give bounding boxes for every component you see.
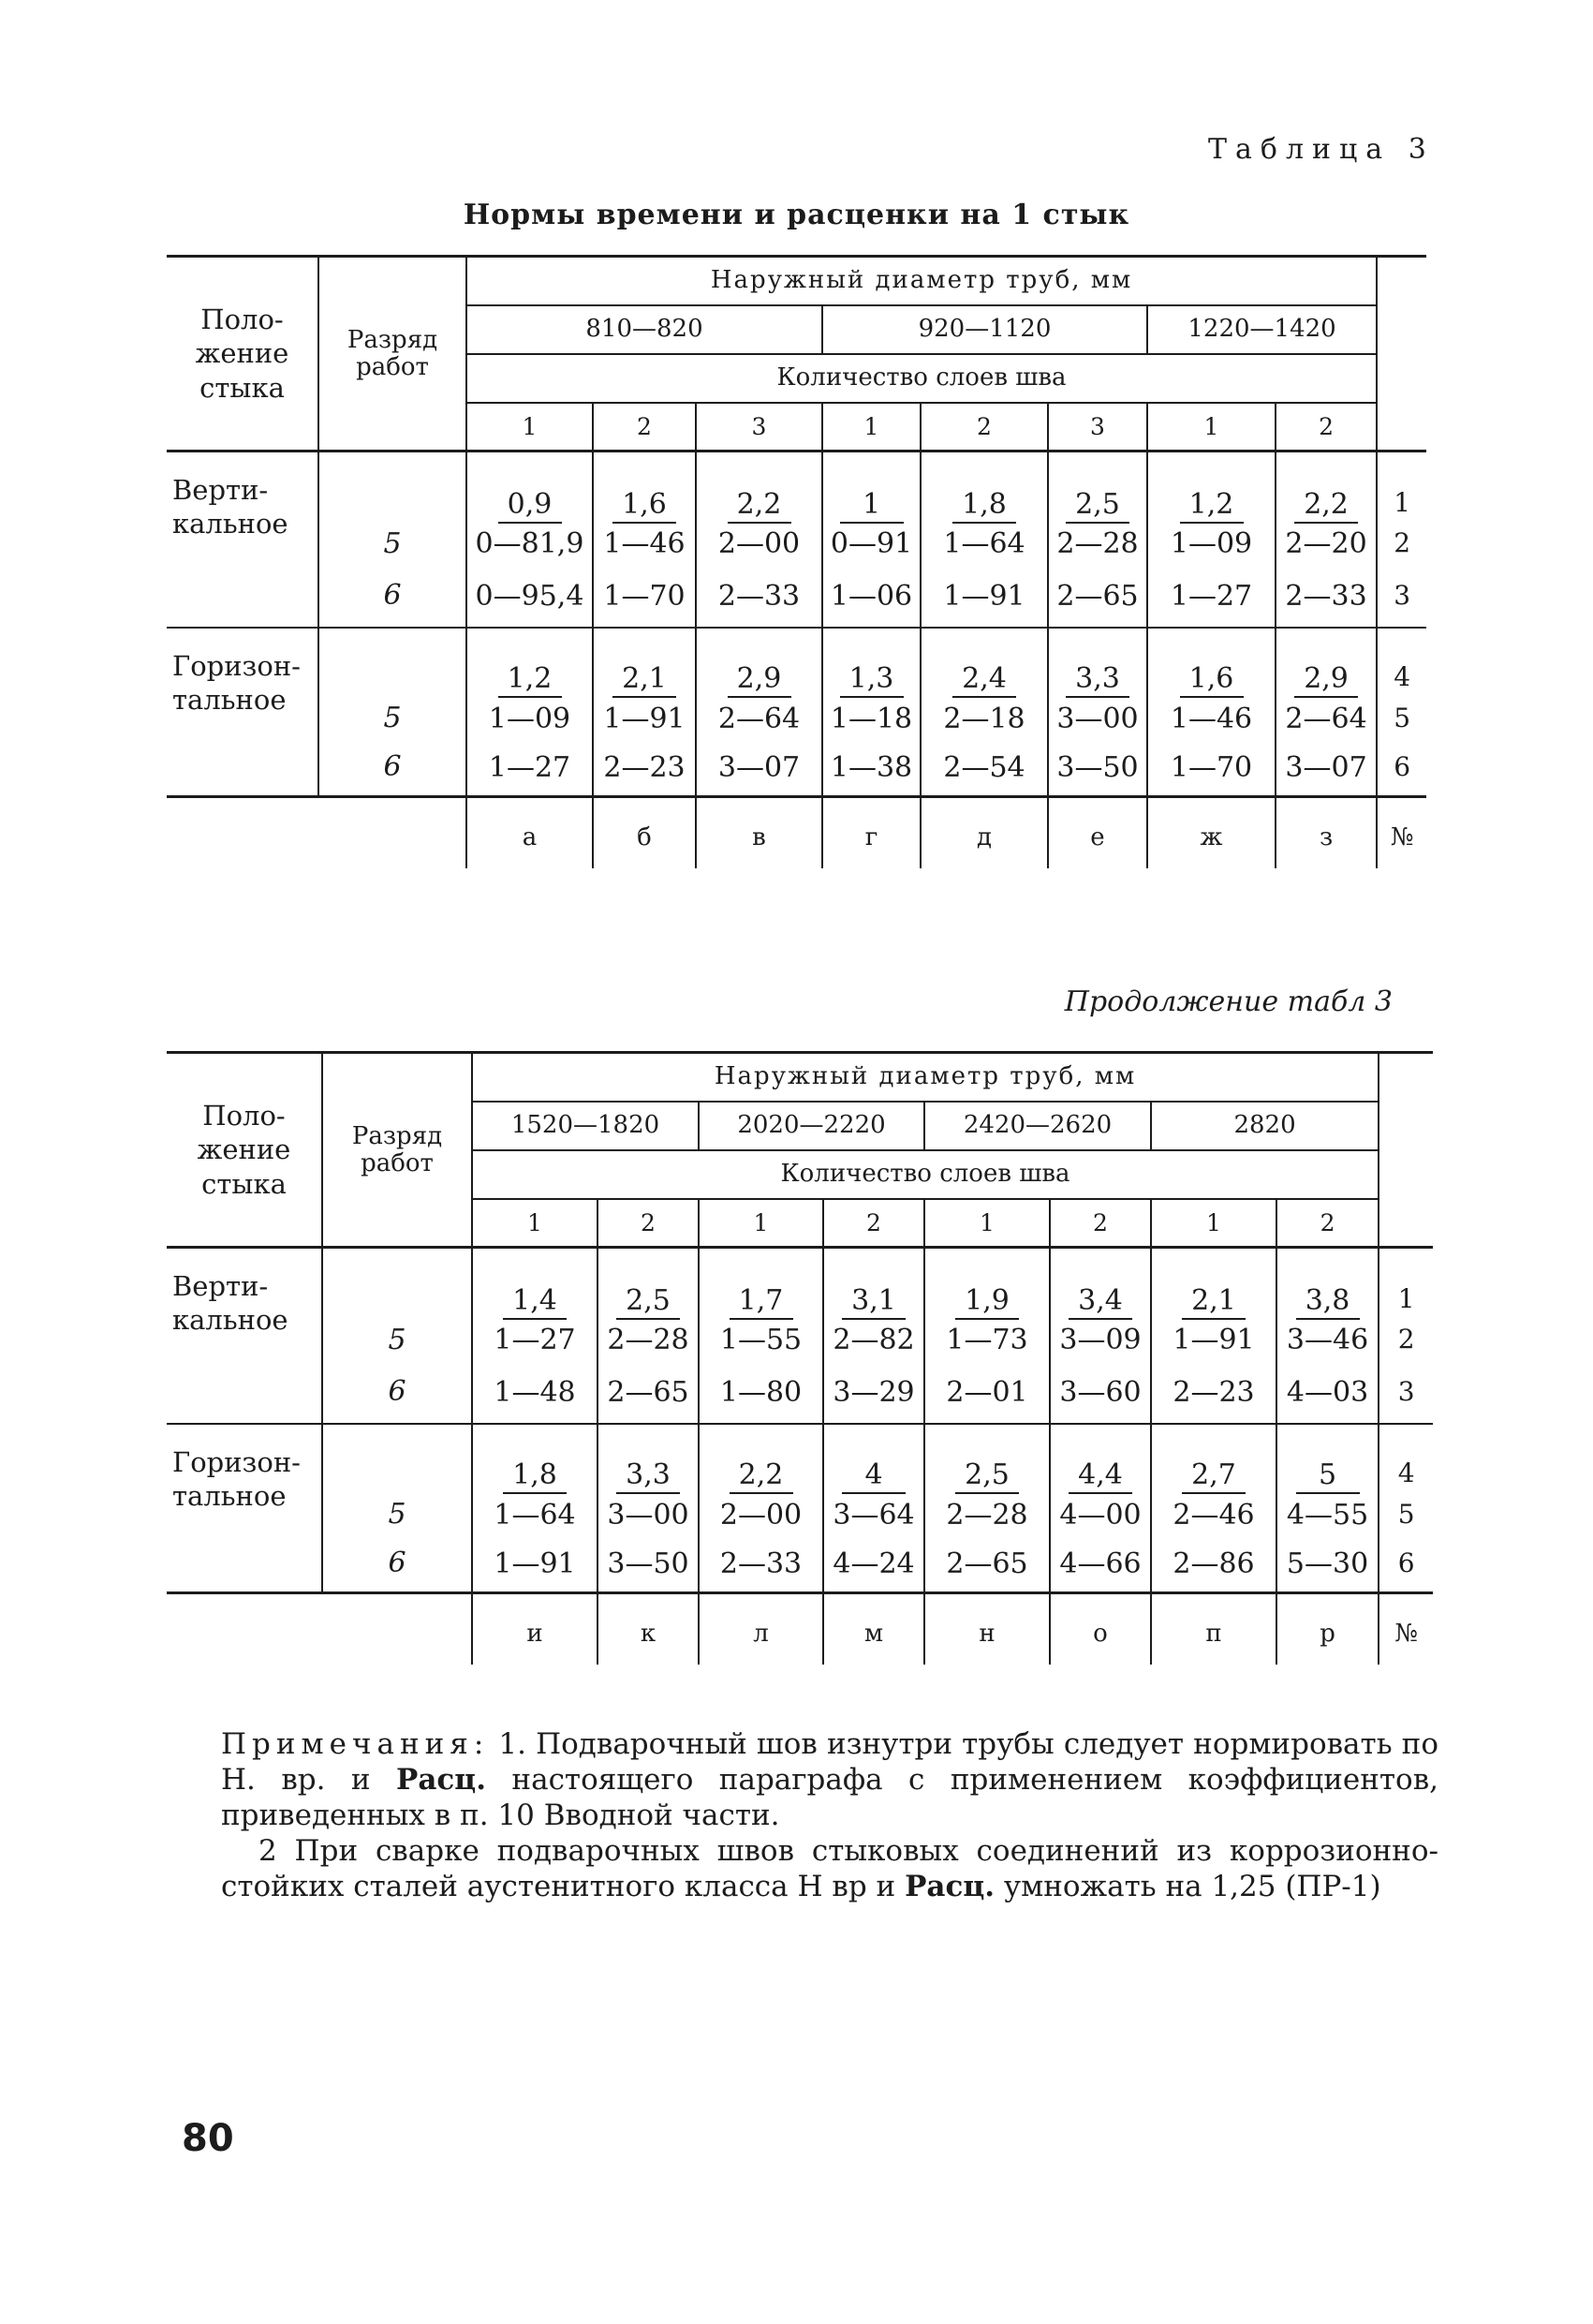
rate-cell: 4—00 [1050, 1494, 1151, 1536]
rate-cell: 1—70 [593, 565, 696, 628]
rate-cell: 2—64 [696, 698, 822, 740]
layer-col-header: 1 [699, 1199, 823, 1248]
time-norm-cell: 1,8 [921, 451, 1048, 524]
range-header: 2020—2220 [699, 1102, 924, 1150]
empty-cell [167, 797, 318, 868]
rate-cell: 1—46 [593, 524, 696, 566]
time-norm-cell: 1,6 [1147, 628, 1276, 698]
rate-cell: 3—07 [696, 740, 822, 797]
rate-cell: 1—91 [593, 698, 696, 740]
layer-col-header: 2 [1276, 403, 1377, 451]
rate-cell: 2—23 [593, 740, 696, 797]
column-letter: д [921, 797, 1048, 868]
position-horizontal: Горизон- тальное [167, 1424, 322, 1593]
rate-cell: 3—07 [1276, 740, 1377, 797]
time-norm-cell: 1,3 [822, 628, 921, 698]
layer-col-header: 2 [597, 1199, 699, 1248]
position-vertical: Верти- кальное [172, 474, 288, 540]
row-number: 2 [1379, 1320, 1433, 1362]
layer-col-header: 2 [823, 1199, 924, 1248]
rate-cell: 3—00 [597, 1494, 699, 1536]
grade-header: Разряд работ [318, 257, 466, 451]
note-1: Примечания: 1. Подварочный шов изнутри трубы следует нормировать по Н. вр. и Расц. настоящего параграфа с применением коэффициентов, приведенных в п. 10 Вводной части. [221, 1727, 1438, 1832]
note-2: 2 При сварке подварочных швов стыковых соединений из коррозионно-стойких сталей аустенитного класса Н вр и Расц. умножать на 1,25 (ПР-1) [221, 1834, 1438, 1903]
time-norm-cell: 4,4 [1050, 1424, 1151, 1494]
rate-cell: 2—86 [1151, 1536, 1276, 1593]
time-norm-cell: 3,1 [823, 1248, 924, 1320]
time-norm-cell: 1,2 [1147, 451, 1276, 524]
layer-col-header: 1 [466, 403, 593, 451]
rate-cell: 2—64 [1276, 698, 1377, 740]
time-norm-cell: 3,8 [1276, 1248, 1379, 1320]
diameter-header: Наружный диаметр труб, мм [466, 257, 1377, 305]
range-header: 1220—1420 [1147, 305, 1377, 354]
time-norm-cell: 2,5 [1048, 451, 1147, 524]
row-no-label: № [1377, 797, 1426, 868]
layer-col-header: 3 [1048, 403, 1147, 451]
column-letter: и [472, 1593, 597, 1665]
rate-cell: 3—50 [1048, 740, 1147, 797]
time-norm-cell: 3,4 [1050, 1248, 1151, 1320]
norms-table-2 [167, 1051, 1433, 1665]
time-norm-cell: 2,2 [1276, 451, 1377, 524]
table-label: Таблица 3 [1208, 133, 1435, 166]
empty-cell [322, 1593, 472, 1665]
rate-cell: 1—48 [472, 1361, 597, 1424]
layer-col-header: 1 [924, 1199, 1050, 1248]
range-header: 810—820 [466, 305, 822, 354]
layers-header: Количество слоев шва [472, 1150, 1379, 1199]
rate-cell: 2—65 [597, 1361, 699, 1424]
corner-cell [1379, 1053, 1433, 1248]
layer-col-header: 2 [1050, 1199, 1151, 1248]
layer-col-header: 1 [1151, 1199, 1276, 1248]
row-number: 5 [1379, 1494, 1433, 1536]
grade-cell: 5 6 [322, 1248, 472, 1425]
rate-cell: 1—64 [472, 1494, 597, 1536]
rate-cell: 1—73 [924, 1320, 1050, 1362]
rate-cell: 2—20 [1276, 524, 1377, 566]
column-letter: е [1048, 797, 1147, 868]
rate-cell: 4—03 [1276, 1361, 1379, 1424]
time-norm-cell: 2,5 [597, 1248, 699, 1320]
empty-cell [318, 797, 466, 868]
time-norm-cell: 0,9 [466, 451, 593, 524]
range-header: 2820 [1151, 1102, 1379, 1150]
layer-col-header: 3 [696, 403, 822, 451]
rate-cell: 1—09 [1147, 524, 1276, 566]
range-header: 2420—2620 [924, 1102, 1151, 1150]
time-norm-cell: 4 [823, 1424, 924, 1494]
row-no-label: № [1379, 1593, 1433, 1665]
rate-cell: 4—24 [823, 1536, 924, 1593]
time-norm-cell: 2,1 [1151, 1248, 1276, 1320]
rate-cell: 3—00 [1048, 698, 1147, 740]
rate-cell: 0—95,4 [466, 565, 593, 628]
grade-header: Разряд работ [322, 1053, 472, 1248]
rate-cell: 1—46 [1147, 698, 1276, 740]
rate-cell: 2—54 [921, 740, 1048, 797]
column-letter: в [696, 797, 822, 868]
rate-cell: 1—09 [466, 698, 593, 740]
continuation-label: Продолжение табл 3 [1064, 985, 1393, 1018]
rate-cell: 2—82 [823, 1320, 924, 1362]
layer-col-header: 1 [822, 403, 921, 451]
layer-col-header: 2 [921, 403, 1048, 451]
rate-cell: 2—33 [699, 1536, 823, 1593]
range-header: 920—1120 [822, 305, 1147, 354]
row-number: 6 [1377, 740, 1426, 797]
rate-cell: 1—64 [921, 524, 1048, 566]
row-number: 4 [1379, 1424, 1433, 1494]
table-title: Нормы времени и расценки на 1 стык [463, 199, 1130, 231]
column-letter: р [1276, 1593, 1379, 1665]
row-number: 1 [1377, 451, 1426, 524]
row-number: 2 [1377, 524, 1426, 566]
time-norm-cell: 1,4 [472, 1248, 597, 1320]
time-norm-cell: 2,5 [924, 1424, 1050, 1494]
column-letter: о [1050, 1593, 1151, 1665]
column-letter: м [823, 1593, 924, 1665]
position-horizontal: Горизон- тальное [167, 628, 318, 797]
layer-col-header: 1 [1147, 403, 1276, 451]
time-norm-cell: 2,9 [1276, 628, 1377, 698]
rate-cell: 5—30 [1276, 1536, 1379, 1593]
rate-cell: 1—91 [472, 1536, 597, 1593]
row-number: 1 [1379, 1248, 1433, 1320]
rate-cell: 2—65 [1048, 565, 1147, 628]
column-letter: л [699, 1593, 823, 1665]
time-norm-cell: 5 [1276, 1424, 1379, 1494]
rate-cell: 1—27 [472, 1320, 597, 1362]
rate-cell: 2—33 [1276, 565, 1377, 628]
time-norm-cell: 3,3 [1048, 628, 1147, 698]
row-number: 4 [1377, 628, 1426, 698]
column-letter: г [822, 797, 921, 868]
row-number: 3 [1379, 1361, 1433, 1424]
row-number: 3 [1377, 565, 1426, 628]
rate-cell: 2—18 [921, 698, 1048, 740]
position-header: Поло- жение стыка [167, 257, 318, 451]
rate-cell: 1—18 [822, 698, 921, 740]
position-header: Поло- жение стыка [167, 1053, 322, 1248]
rate-cell: 1—70 [1147, 740, 1276, 797]
rate-cell: 2—65 [924, 1536, 1050, 1593]
time-norm-cell: 1,8 [472, 1424, 597, 1494]
rate-cell: 3—60 [1050, 1361, 1151, 1424]
time-norm-cell: 2,1 [593, 628, 696, 698]
rate-cell: 1—27 [466, 740, 593, 797]
row-number: 6 [1379, 1536, 1433, 1593]
time-norm-cell: 1 [822, 451, 921, 524]
layers-header: Количество слоев шва [466, 354, 1377, 403]
rate-cell: 1—80 [699, 1361, 823, 1424]
rate-cell: 2—33 [696, 565, 822, 628]
page-number: 80 [182, 2117, 234, 2160]
rate-cell: 3—64 [823, 1494, 924, 1536]
time-norm-cell: 2,7 [1151, 1424, 1276, 1494]
rate-cell: 1—38 [822, 740, 921, 797]
time-norm-cell: 2,2 [699, 1424, 823, 1494]
notes-title: Примечания: [221, 1727, 490, 1761]
column-letter: к [597, 1593, 699, 1665]
rate-cell: 2—28 [597, 1320, 699, 1362]
rate-cell: 3—50 [597, 1536, 699, 1593]
row-number: 5 [1377, 698, 1426, 740]
norms-table-1 [167, 255, 1426, 868]
range-header: 1520—1820 [472, 1102, 699, 1150]
rate-cell: 1—55 [699, 1320, 823, 1362]
column-letter: б [593, 797, 696, 868]
rate-cell: 2—00 [696, 524, 822, 566]
notes-block [221, 1726, 1438, 1904]
time-norm-cell: 2,2 [696, 451, 822, 524]
rate-cell: 0—81,9 [466, 524, 593, 566]
rate-cell: 3—46 [1276, 1320, 1379, 1362]
column-letter: з [1276, 797, 1377, 868]
rate-cell: 4—66 [1050, 1536, 1151, 1593]
rate-cell: 2—00 [699, 1494, 823, 1536]
layer-col-header: 1 [472, 1199, 597, 1248]
rate-cell: 1—91 [1151, 1320, 1276, 1362]
grade-cell: 5 6 [318, 628, 466, 797]
rate-cell: 1—27 [1147, 565, 1276, 628]
grade-cell: 5 6 [318, 451, 466, 629]
time-norm-cell: 1,6 [593, 451, 696, 524]
rate-cell: 2—01 [924, 1361, 1050, 1424]
time-norm-cell: 1,9 [924, 1248, 1050, 1320]
time-norm-cell: 1,7 [699, 1248, 823, 1320]
rate-cell: 3—09 [1050, 1320, 1151, 1362]
time-norm-cell: 1,2 [466, 628, 593, 698]
rate-cell: 4—55 [1276, 1494, 1379, 1536]
rate-cell: 2—28 [1048, 524, 1147, 566]
time-norm-cell: 2,4 [921, 628, 1048, 698]
rate-cell: 1—06 [822, 565, 921, 628]
rate-cell: 0—91 [822, 524, 921, 566]
rate-cell: 2—46 [1151, 1494, 1276, 1536]
corner-cell [1377, 257, 1426, 451]
time-norm-cell: 3,3 [597, 1424, 699, 1494]
position-vertical: Верти- кальное [172, 1270, 288, 1337]
diameter-header: Наружный диаметр труб, мм [472, 1053, 1379, 1102]
column-letter: п [1151, 1593, 1276, 1665]
layer-col-header: 2 [593, 403, 696, 451]
rate-cell: 1—91 [921, 565, 1048, 628]
empty-cell [167, 1593, 322, 1665]
rate-cell: 3—29 [823, 1361, 924, 1424]
column-letter: а [466, 797, 593, 868]
time-norm-cell: 2,9 [696, 628, 822, 698]
layer-col-header: 2 [1276, 1199, 1379, 1248]
column-letter: ж [1147, 797, 1276, 868]
rate-cell: 2—23 [1151, 1361, 1276, 1424]
rate-cell: 2—28 [924, 1494, 1050, 1536]
grade-cell: 5 6 [322, 1424, 472, 1593]
column-letter: н [924, 1593, 1050, 1665]
